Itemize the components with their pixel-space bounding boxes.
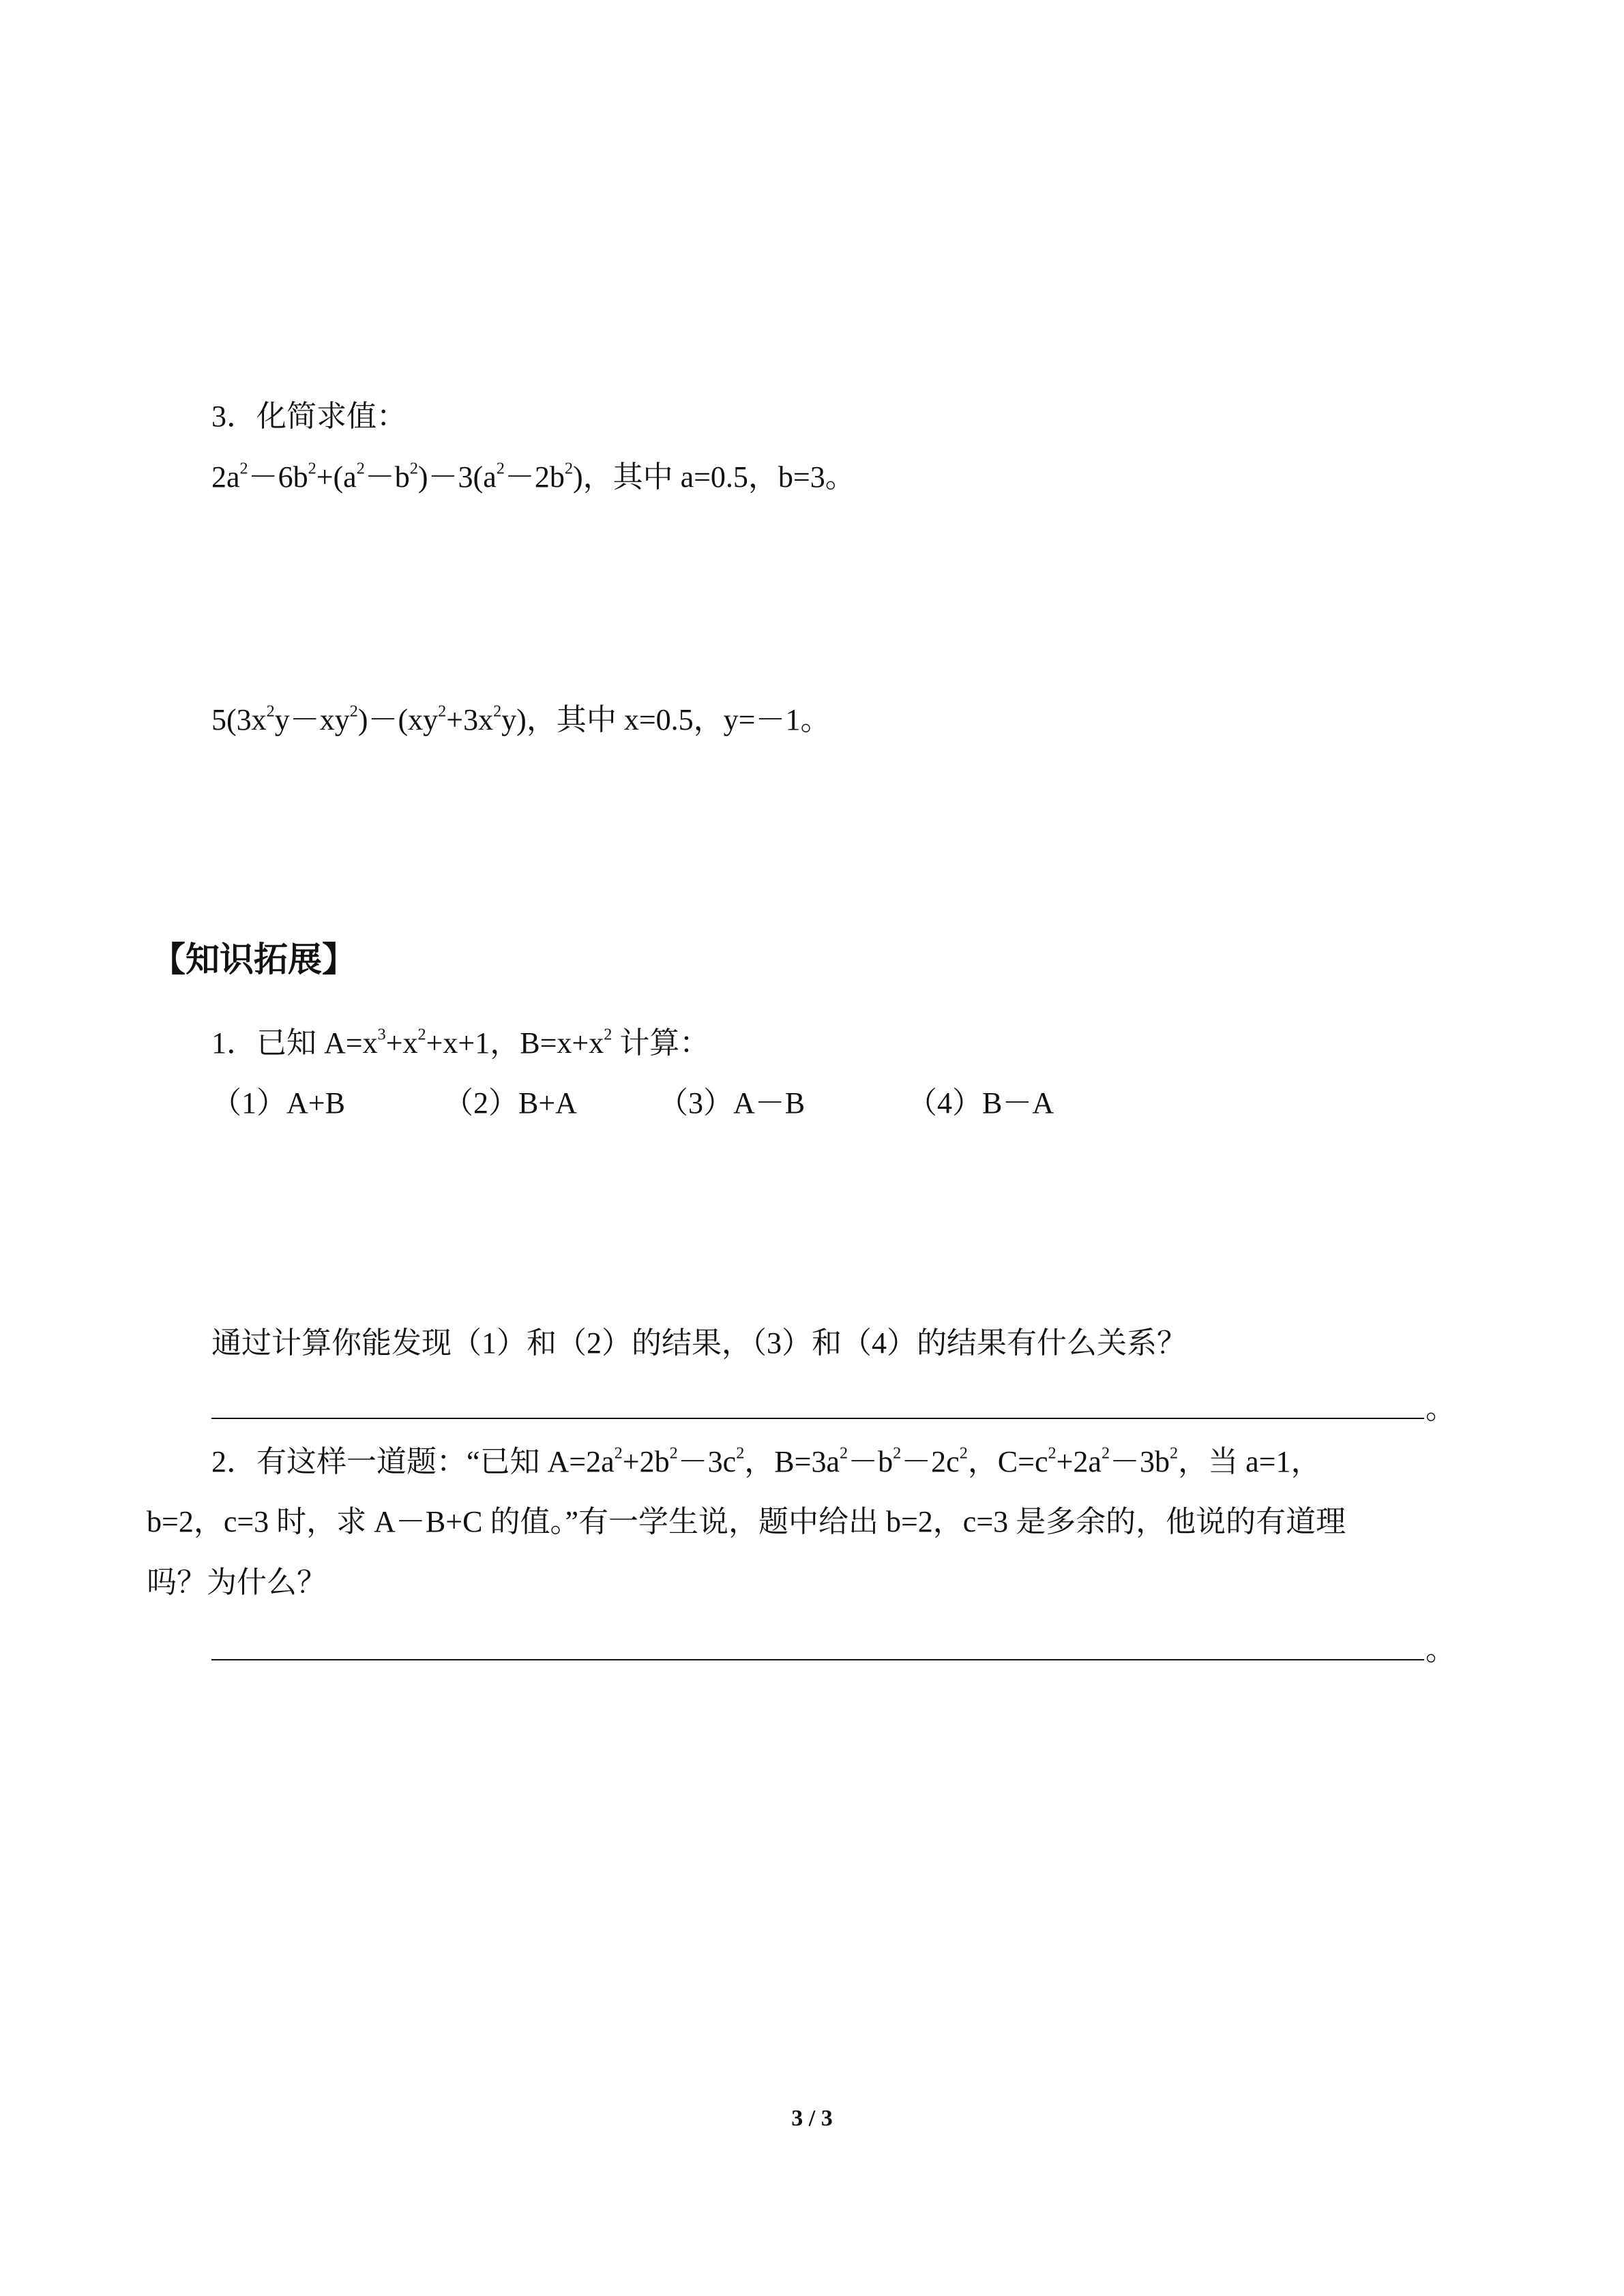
subitem-1: （1）A+B <box>211 1086 345 1120</box>
question-2-line-2: b=2，c=3 时，求 A－B+C 的值。”有一学生说，题中给出 b=2，c=3 是多余的，他说的有道理 <box>147 1505 1346 1538</box>
answer-2-period: 。 <box>1426 1633 1456 1667</box>
subitem-2: （2）B+A <box>443 1086 577 1120</box>
question-1-followup: 通过计算你能发现（1）和（2）的结果，（3）和（4）的结果有什么关系？ <box>211 1326 1187 1360</box>
subitem-4: （4）B－A <box>907 1086 1054 1120</box>
answer-1-period: 。 <box>1426 1392 1456 1425</box>
expression-1: $2a^2-6b^2+(a^2-b^2)-3(a^2-2b^2)$，其中 a=0.5，b=3。 <box>211 459 855 494</box>
answer-blank-1[interactable] <box>211 1418 1424 1419</box>
expression-2: $5(3x^2y-xy^2)-(xy^2+3x^2y)$，其中 x=0.5，y=－1。 <box>211 702 831 736</box>
answer-blank-2[interactable] <box>211 1659 1424 1660</box>
subitem-3: （3）A－B <box>658 1086 806 1120</box>
section-3-title: 3．化简求值： <box>211 400 407 433</box>
question-2-line-1: 2．有这样一道题：“已知 $A=2a^2+2b^2-3c^2$，$B=3a^2-b^2-2c^2$，$C=c^2+2a^2-3b^2$，当 a=1， <box>211 1444 1321 1478</box>
question-1-text: 1．已知 $A=x^3+x^2+x+1$，$B=x+x^2$ 计算： <box>211 1025 710 1060</box>
page-number: 3 / 3 <box>791 2106 833 2131</box>
section-heading: 【知识拓展】 <box>151 940 356 979</box>
question-2-line-3: 吗？为什么？ <box>147 1566 327 1599</box>
